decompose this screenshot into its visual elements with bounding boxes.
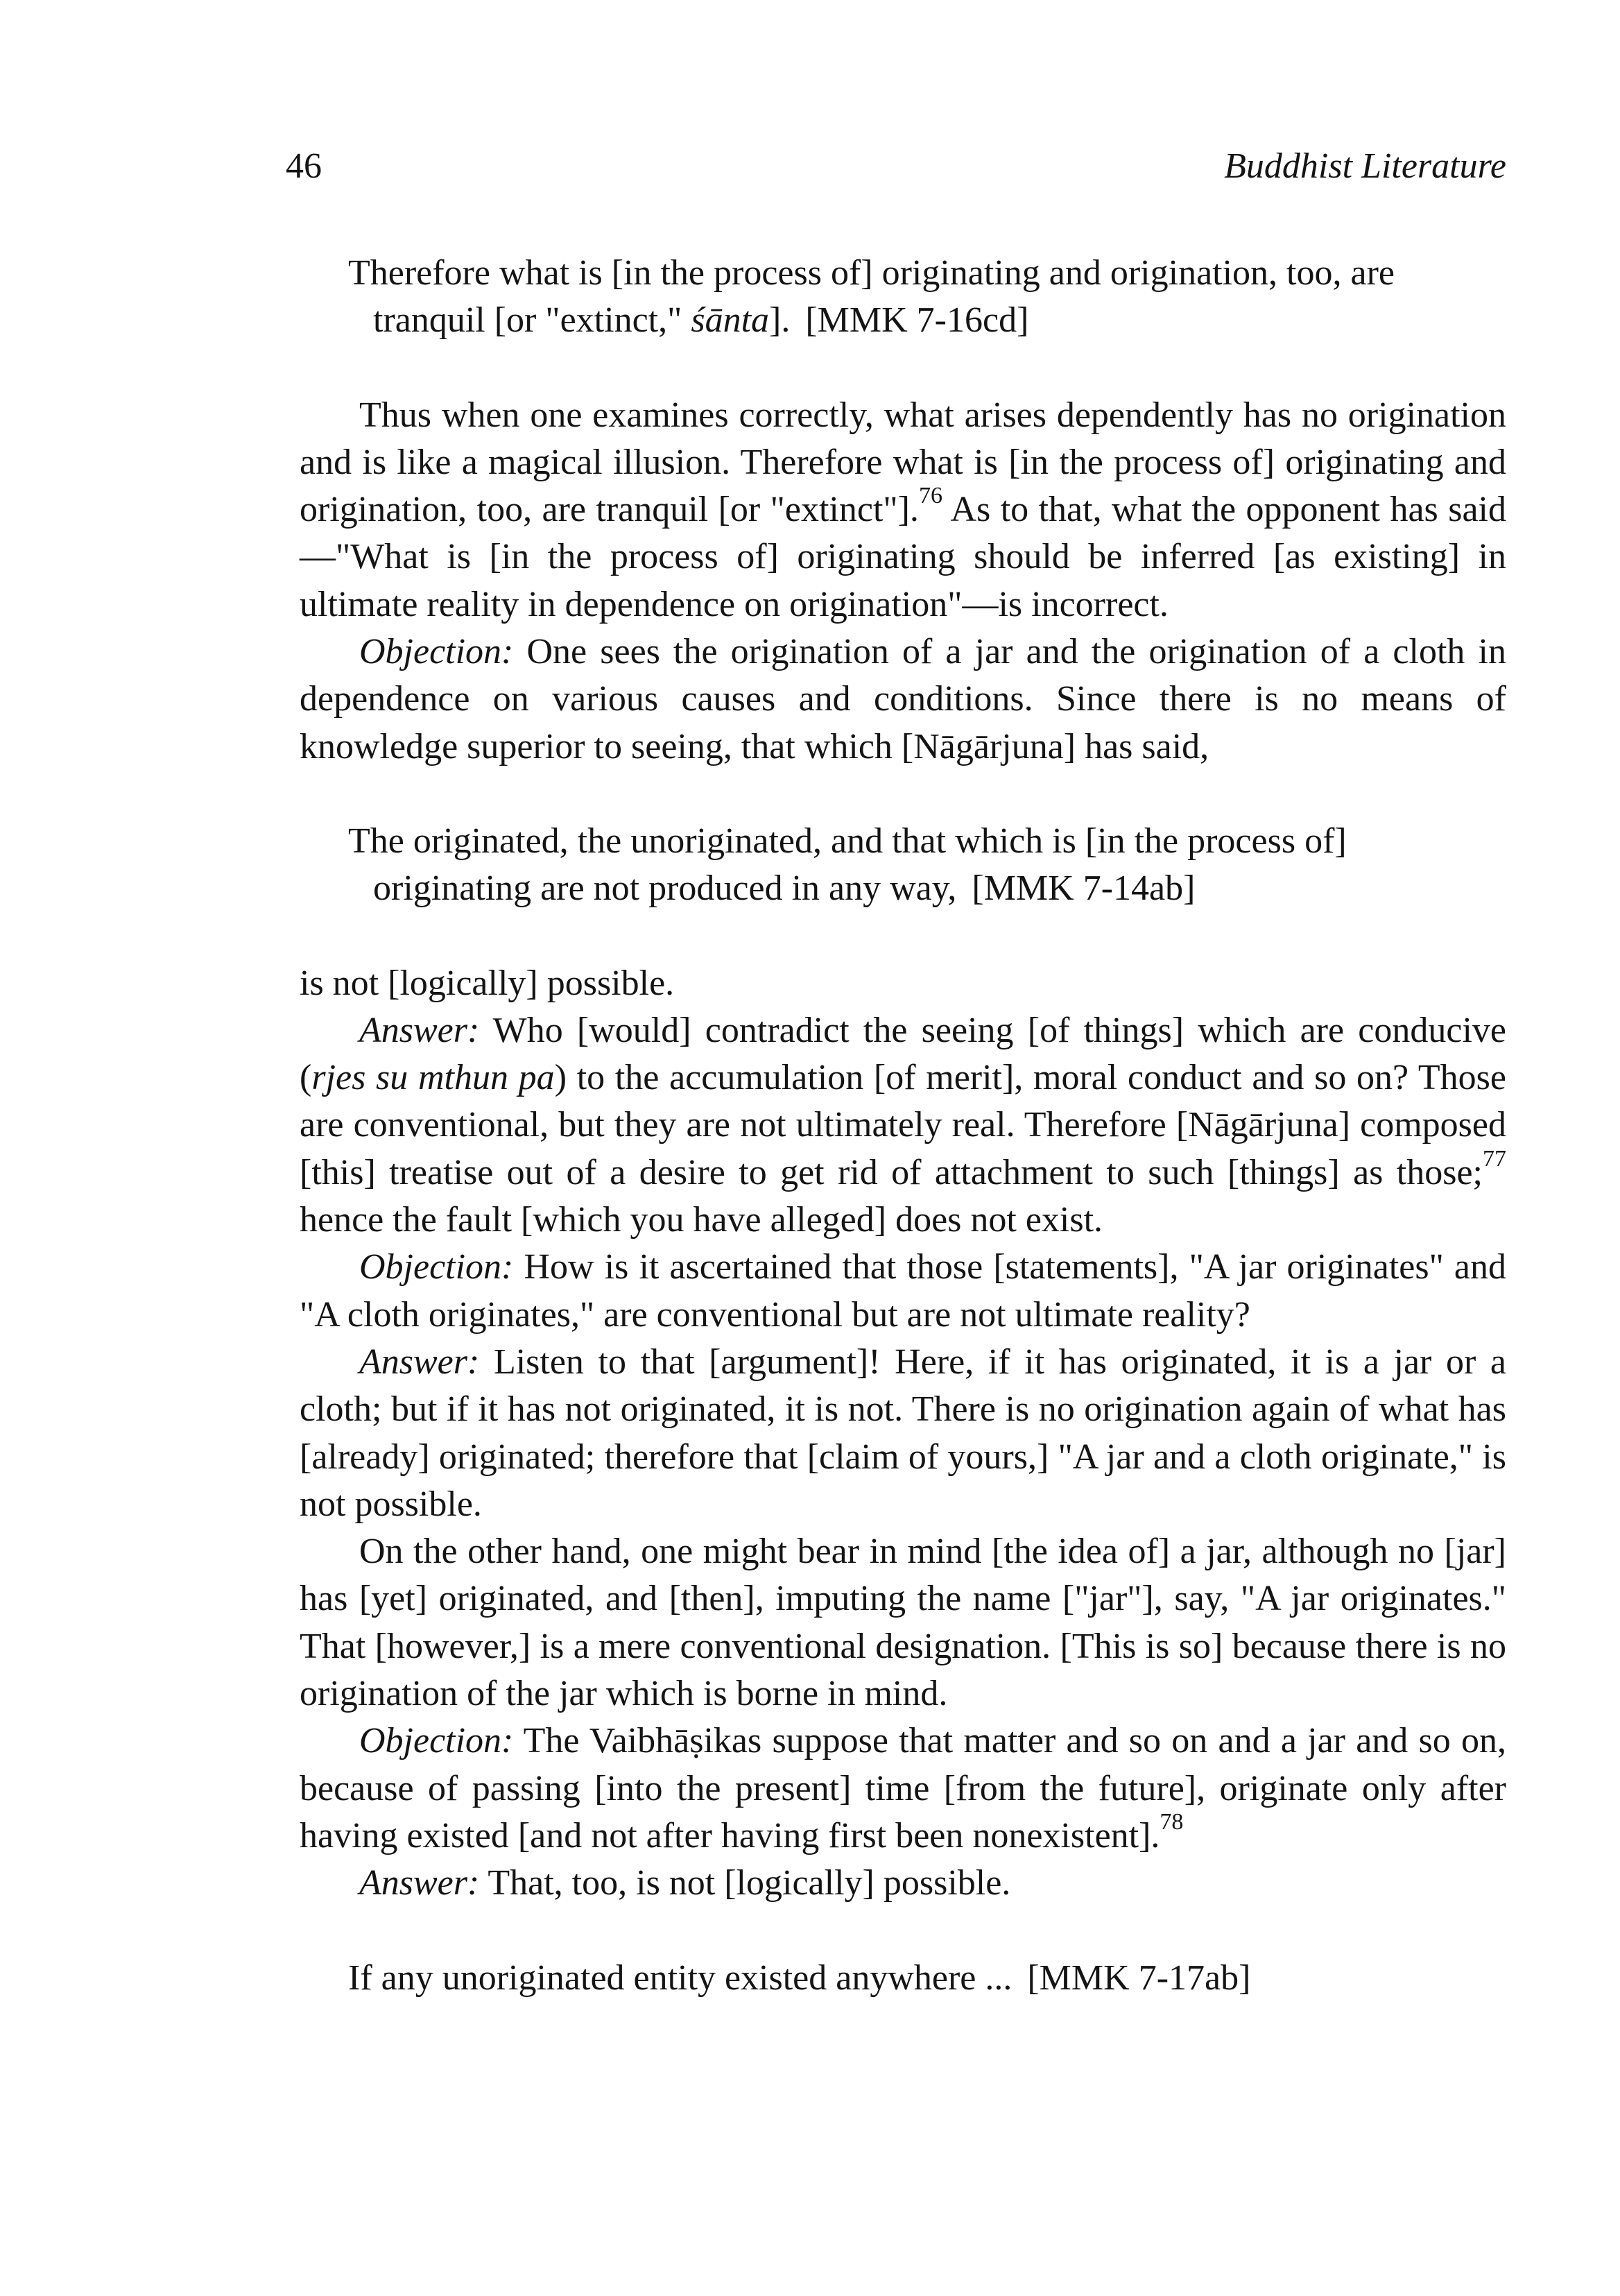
- verse-quote-1: [300, 250, 1506, 345]
- tibetan-term: rjes su mthun pa: [311, 1058, 555, 1098]
- quote-text: The originated, the unoriginated, and that which is [in the process of] originating are not produced in any way,: [348, 821, 1347, 909]
- paragraph-text: As to that, what the opponent has said—"What is [in the process of] originating should be inferred [as existing] in ultimate reality in dependence on origination"—is incorrect.: [300, 490, 1506, 624]
- citation: [MMK 7-16cd]: [805, 300, 1029, 341]
- paragraph-text: That, too, is not [logically] possible.: [479, 1863, 1011, 1903]
- speaker-label: Answer:: [359, 1342, 480, 1382]
- paragraph-text: One sees the origination of a jar and the origination of a cloth in dependence on various causes and conditions. Since there is no means of knowledge superior to seeing, that which [Nāgārjuna] has said,: [300, 632, 1506, 766]
- footnote-marker: 76: [918, 483, 942, 509]
- running-head: Buddhist Literature: [1224, 146, 1506, 186]
- footnote-marker: 78: [1160, 1808, 1184, 1835]
- quote-text: Therefore what is [in the process of] originating and origination, too, are tranquil [or "extinct,": [348, 253, 1395, 341]
- sanskrit-term: śānta: [691, 300, 770, 341]
- paragraph: [300, 1860, 1506, 1907]
- citation: [MMK 7-14ab]: [972, 868, 1196, 909]
- speaker-label: Answer:: [359, 1010, 480, 1050]
- paragraph: [300, 1244, 1506, 1339]
- paragraph: [300, 1717, 1506, 1860]
- paragraph: [300, 628, 1506, 771]
- speaker-label: Objection:: [359, 1247, 514, 1287]
- paragraph-text: Who [would] contradict the seeing [of things] which are conducive (: [300, 1010, 1506, 1098]
- quote-text: ].: [769, 300, 791, 341]
- paragraph-text: ) to the accumulation [of merit], moral conduct and so on? Those are conventional, but they are not ultimately real. Therefore [Nāgārjuna] composed [this] treatise out of a desire to get rid of attachment to such [things] as those;: [300, 1058, 1506, 1192]
- speaker-label: Objection:: [359, 632, 514, 672]
- paragraph-text: The Vaibhāṣikas suppose that matter and so on and a jar and so on, because of passing [into the present] time [from the future], originate only after having existed [and not after having first been nonexistent].: [300, 1721, 1506, 1856]
- verse-quote-2: [300, 818, 1506, 913]
- speaker-label: Objection:: [359, 1721, 514, 1761]
- paragraph: [300, 960, 1506, 1007]
- paragraph-text: hence the fault [which you have alleged] does not exist.: [300, 1200, 1103, 1240]
- paragraph-text: is not [logically] possible.: [300, 963, 675, 1003]
- paragraph-text: On the other hand, one might bear in mind [the idea of] a jar, although no [jar] has [yet] originated, and [then], imputing the name ["jar"], say, "A jar originates." That [however,] is a mere conventional designation. [This is so] because there is no origination of the jar which is borne in mind.: [300, 1532, 1506, 1714]
- paragraph-text: Thus when one examines correctly, what arises dependently has no origination and is like a magical illusion. Therefore what is [in the process of] originating and origination, too, are tranquil [or "extinct"].: [300, 395, 1506, 530]
- paragraph: [300, 392, 1506, 628]
- verse-quote-3: [300, 1955, 1506, 2002]
- speaker-label: Answer:: [359, 1863, 480, 1903]
- paragraph: [300, 1007, 1506, 1244]
- paragraph-text: How is it ascertained that those [statements], "A jar originates" and "A cloth originates," are conventional but are not ultimate reality?: [300, 1247, 1506, 1335]
- paragraph: [300, 1528, 1506, 1717]
- page-body: [300, 250, 1506, 2002]
- citation: [MMK 7-17ab]: [1027, 1957, 1251, 1998]
- page-number: 46: [286, 146, 322, 186]
- paragraph-text: Listen to that [argument]! Here, if it has originated, it is a jar or a cloth; but if it has not originated, it is not. There is no origination again of what has [already] originated; therefore that [claim of yours,] "A jar and a cloth originate," is not possible.: [300, 1342, 1506, 1524]
- page-header: [286, 146, 1506, 194]
- paragraph: [300, 1339, 1506, 1528]
- footnote-marker: 77: [1483, 1145, 1506, 1172]
- quote-text: If any unoriginated entity existed anywhere ...: [348, 1957, 1013, 1998]
